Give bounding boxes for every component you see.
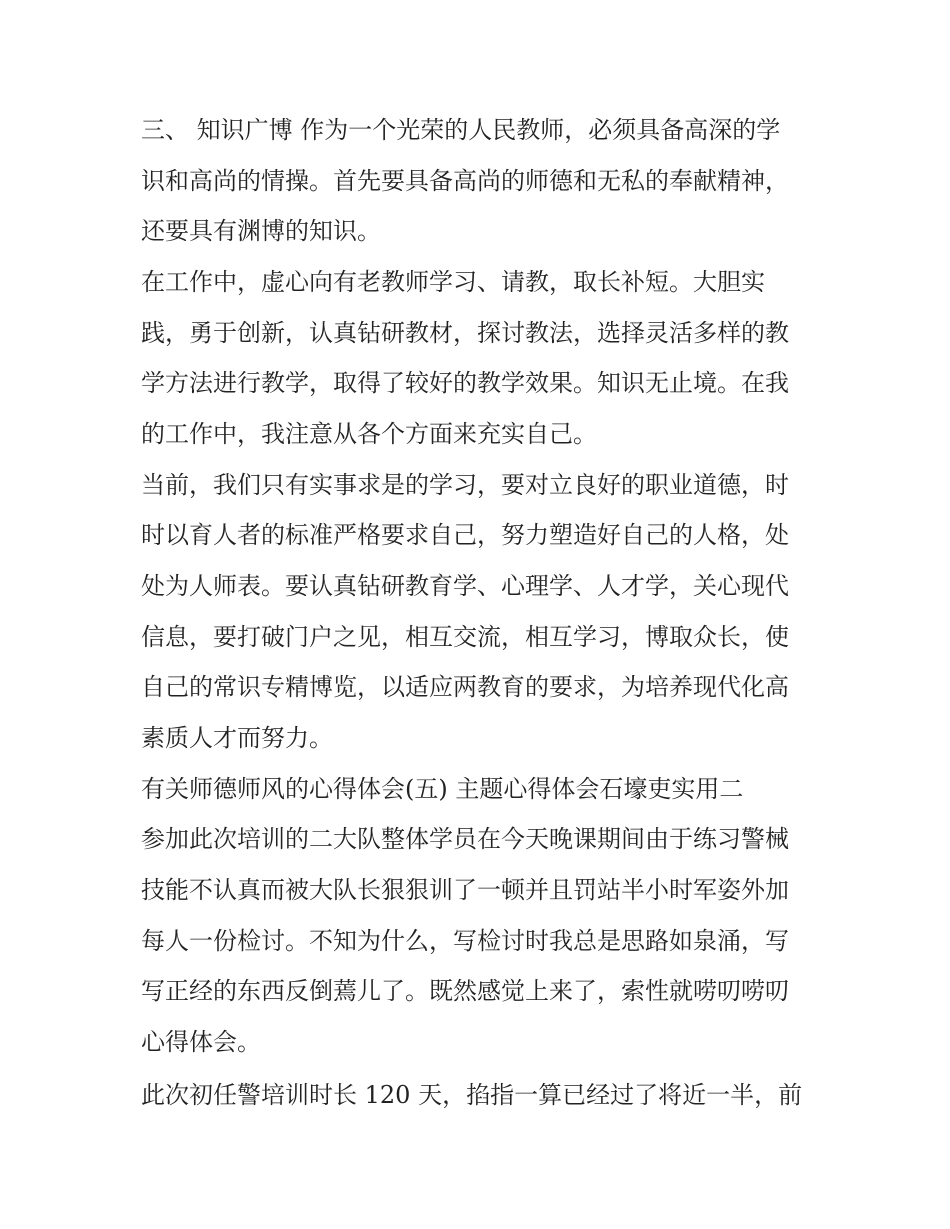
text-line: 每人一份检讨。不知为什么，写检讨时我总是思路如泉涌，写 <box>141 927 789 955</box>
text-line: 践，勇于创新，认真钻研教材，探讨教法，选择灵活多样的教 <box>141 319 789 347</box>
text-line: 信息，要打破门户之见，相互交流，相互学习，博取众长，使 <box>141 623 789 651</box>
text-line: 素质人才而努力。 <box>141 724 333 752</box>
text-line: 自己的常识专精博览，以适应两教育的要求，为培养现代化高 <box>141 673 789 701</box>
text-line: 的工作中，我注意从各个方面来充实自己。 <box>141 420 597 448</box>
text-line: 时以育人者的标准严格要求自己，努力塑造好自己的人格，处 <box>141 521 789 549</box>
text-line: 在工作中，虚心向有老教师学习、请教，取长补短。大胆实 <box>141 268 765 296</box>
text-line: 当前，我们只有实事求是的学习，要对立良好的职业道德，时 <box>141 471 789 499</box>
text-line: 技能不认真而被大队长狠狠训了一顿并且罚站半小时军姿外加 <box>141 876 789 904</box>
text-line: 写正经的东西反倒蔫儿了。既然感觉上来了，索性就唠叨唠叨 <box>141 977 789 1005</box>
text-line: 学方法进行教学，取得了较好的教学效果。知识无止境。在我 <box>141 369 789 397</box>
text-line: 此次初任警培训时长 120 天，掐指一算已经过了将近一半，前 <box>141 1081 803 1109</box>
section-heading: 有关师德师风的心得体会(五) 主题心得体会石壕吏实用二 <box>141 775 744 803</box>
text-line: 处为人师表。要认真钻研教育学、心理学、人才学，关心现代 <box>141 572 789 600</box>
text-line: 参加此次培训的二大队整体学员在今天晚课期间由于练习警械 <box>141 825 789 853</box>
text-line: 三、 知识广博 作为一个光荣的人民教师，必须具备高深的学 <box>141 116 781 144</box>
text-line: 识和高尚的情操。首先要具备高尚的师德和无私的奉献精神， <box>141 167 789 195</box>
text-line: 还要具有渊博的知识。 <box>141 217 381 245</box>
text-line: 心得体会。 <box>141 1028 261 1056</box>
